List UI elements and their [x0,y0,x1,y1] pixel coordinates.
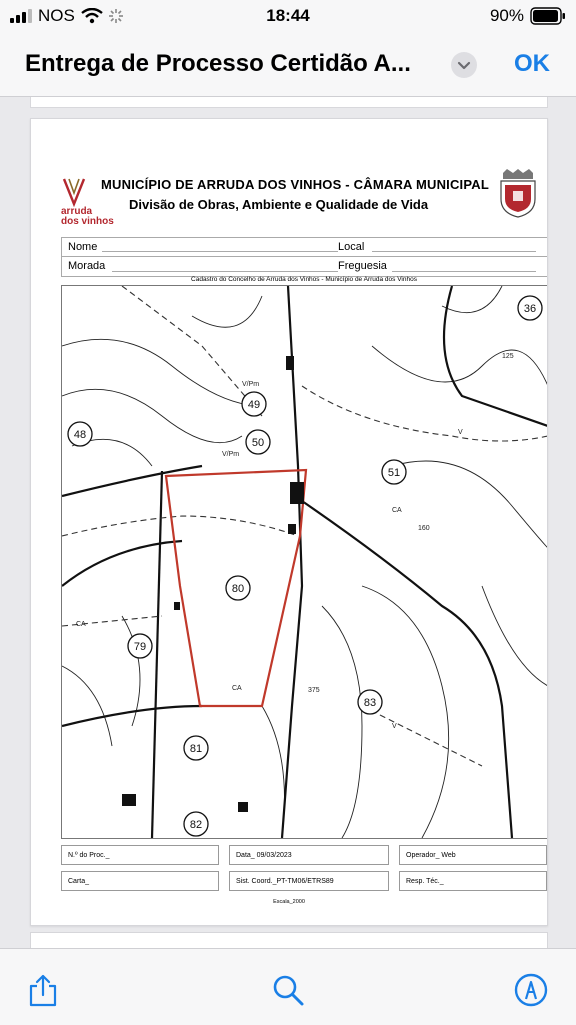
coord-system-field: Sist. Coord._PT-TM06/ETRS89 [229,871,389,891]
carta-field: Carta_ [61,871,219,891]
previous-page-edge [0,97,576,111]
share-button[interactable] [26,973,60,1007]
contour-label: 125 [502,353,514,360]
markup-button[interactable] [514,973,548,1007]
share-icon [26,973,60,1007]
nome-label: Nome [68,241,98,253]
freguesia-label: Freguesia [338,260,387,272]
search-button[interactable] [271,973,305,1007]
municipality-name: MUNICÍPIO DE ARRUDA DOS VINHOS - CÂMARA MUNICIPAL [101,177,489,192]
applicant-form [61,237,548,277]
coat-of-arms-icon [497,169,539,221]
land-use-label: V/Pm [242,381,260,388]
ok-button[interactable]: OK [514,50,550,77]
land-use-label: CA [392,507,402,514]
bottom-toolbar [0,948,576,1025]
land-use-label: V/Pm [222,451,240,458]
map-drawing [62,286,548,838]
local-label: Local [338,241,365,253]
battery-percent: 90% [489,6,524,25]
status-bar [0,0,576,34]
contour-label: 375 [308,687,320,694]
resp-tec-field: Resp. Téc._ [399,871,547,891]
status-right [490,6,566,26]
nav-bar [0,34,576,97]
chevron-down-icon [451,52,477,78]
morada-label: Morada [68,260,106,272]
status-time: 18:44 [266,6,310,25]
document-page[interactable] [30,118,548,926]
cadastral-map[interactable] [61,285,548,839]
land-use-label: V [458,429,463,436]
division-name: Divisão de Obras, Ambiente e Qualidade de Vida [129,197,429,212]
document-title[interactable]: Entrega de Processo Certidão A... [25,50,411,77]
parcel-label: 48 [73,429,87,441]
proc-number-field: N.º do Proc._ [61,845,219,865]
operator-field: Operador_ Web [399,845,547,865]
parcel-label: 83 [363,697,377,709]
parcel-label: 36 [523,303,537,315]
battery-icon [530,7,566,25]
land-use-label: V [392,723,397,730]
parcel-label: 79 [133,641,147,653]
search-icon [271,973,305,1007]
contour-label: 160 [418,525,430,532]
parcel-label: 82 [189,819,203,831]
parcel-label: 81 [189,743,203,755]
land-use-label: CA [232,685,242,692]
cadastro-title: Cadastro do Concelho de Arruda dos Vinhos - Município de Arruda dos Vinhos [191,276,417,283]
parcel-label: 49 [247,399,261,411]
title-menu-button[interactable] [451,52,477,78]
markup-icon [514,973,548,1007]
logo-wordmark: arruda dos vinhos [61,206,114,227]
carrier-label: NOS [38,6,75,25]
municipality-logo-icon [61,177,99,207]
parcel-label: 50 [251,437,265,449]
parcel-label: 51 [387,467,401,479]
land-use-label: CA [76,621,86,628]
parcel-label: 80 [231,583,245,595]
scale-label: Escala_2000 [273,899,305,905]
date-field: Data_ 09/03/2023 [229,845,389,865]
